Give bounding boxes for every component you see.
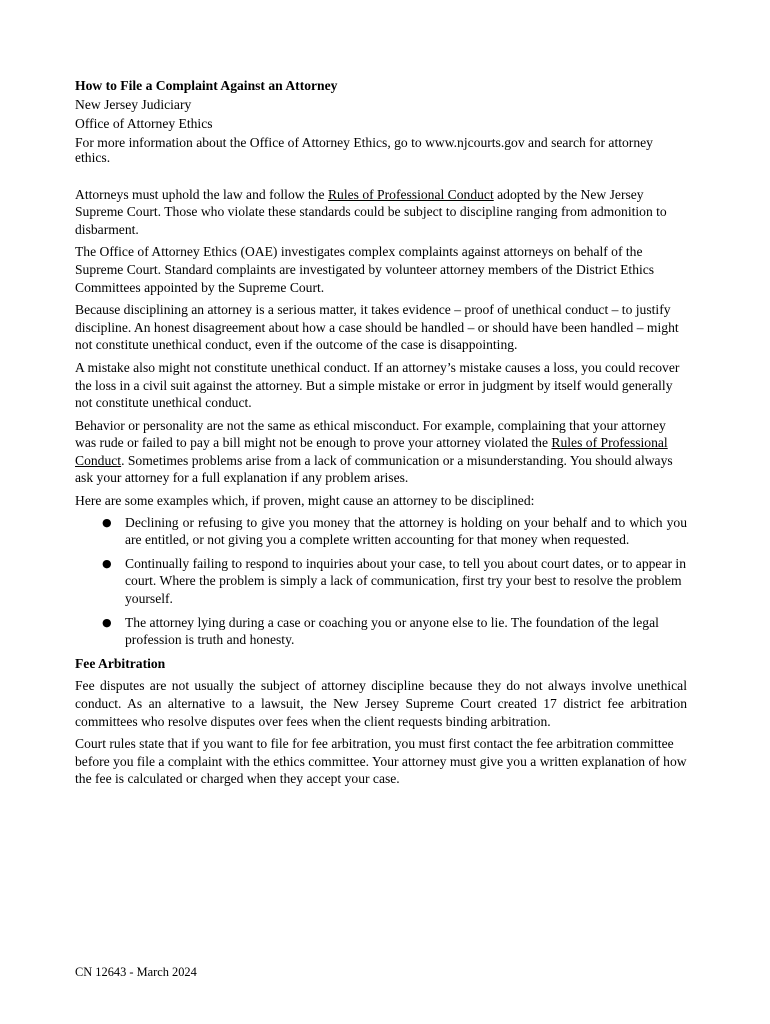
rules-of-professional-conduct-link-2[interactable]: Rules of Professional Conduct (75, 435, 668, 468)
list-item (75, 555, 687, 608)
list-item-text: The attorney lying during a case or coaching you or anyone else to lie. The foundation of the legal profession is truth and honesty. (125, 614, 659, 648)
paragraph-mistake: A mistake also might not constitute unethical conduct. If an attorney’s mistake causes a loss, you could recover the loss in a civil suit against the attorney. But a simple mistake or error in judgment by itself would generally not constitute unethical conduct. (75, 359, 680, 411)
examples-list (75, 514, 687, 649)
list-item (75, 614, 687, 649)
footer-document-code: CN 12643 - March 2024 (75, 965, 197, 979)
paragraph-court-rules: Court rules state that if you want to file for fee arbitration, you must first contact the fee arbitration committee before you file a complaint with the ethics committee. Your attorney must give you a written explanation of how the fee is calculated or charged when they accept your case. (75, 736, 687, 787)
paragraph-examples-intro: Here are some examples which, if proven, might cause an attorney to be disciplined: (75, 493, 535, 509)
paragraph-uphold-law (75, 186, 687, 239)
rules-of-professional-conduct-link[interactable]: Rules of Professional Conduct (327, 186, 494, 202)
list-item (75, 514, 687, 549)
bullet-icon: ● (102, 515, 112, 529)
paragraph-oae: The Office of Attorney Ethics (OAE) investigates complex complaints against attorneys on behalf of the Supreme Court. Standard complaints are investigated by volunteer attorney members of the District Ethics Committees appointed by the Supreme Court. (75, 244, 655, 295)
more-info-text: For more information about the Office of Attorney Ethics, go to www.njcourts.gov and search for attorney ethics. (75, 134, 653, 165)
fee-arbitration-heading: Fee Arbitration (75, 655, 166, 671)
bullet-icon: ● (102, 615, 112, 629)
paragraph-fee-disputes: Fee disputes are not usually the subject of attorney discipline because they do not always involve unethical conduct. As an alternative to a lawsuit, the New Jersey Supreme Court created 17 district fee arbitration committees who resolve disputes over fees when the client requests binding arbitration. (75, 678, 687, 729)
bullet-icon: ● (102, 556, 112, 570)
paragraph-uphold-law-text-b: adopted by the New Jersey Supreme Court. Those who violate these standards could be subject to discipline ranging from admonition to disbarment. (75, 186, 667, 237)
paragraph-behavior-text-b: . Sometimes problems arise from a lack of communication or a misunderstanding. You should always ask your attorney for a full explanation if any problem arises. (75, 452, 673, 486)
list-item-text: Continually failing to respond to inquiries about your case, to tell you about court dates, or to appear in court. Where the problem is simply a lack of communication, first try your best to resolve the problem yourself. (125, 555, 686, 607)
office-name: Office of Attorney Ethics (75, 116, 213, 132)
paragraph-behavior (75, 417, 687, 487)
paragraph-evidence: Because disciplining an attorney is a serious matter, it takes evidence – proof of unethical conduct – to justify discipline. An honest disagreement about how a case should be handled – or should have been handled – might not constitute unethical conduct, even if the outcome of the case is disappointing. (75, 302, 679, 353)
paragraph-behavior-text-a: Behavior or personality are not the same as ethical misconduct. For example, complaining that your attorney was rude or failed to pay a bill might not be enough to prove your attorney violated the (75, 417, 666, 451)
list-item-text: Declining or refusing to give you money that the attorney is holding on your behalf and to which you are entitled, or not giving you a complete written accounting for that money when requested. (125, 514, 687, 548)
organization-name: New Jersey Judiciary (75, 97, 192, 113)
paragraph-uphold-law-text-a: Attorneys must uphold the law and follow the (75, 186, 328, 202)
document-title: How to File a Complaint Against an Attorney (75, 78, 338, 93)
document-page (75, 77, 687, 788)
